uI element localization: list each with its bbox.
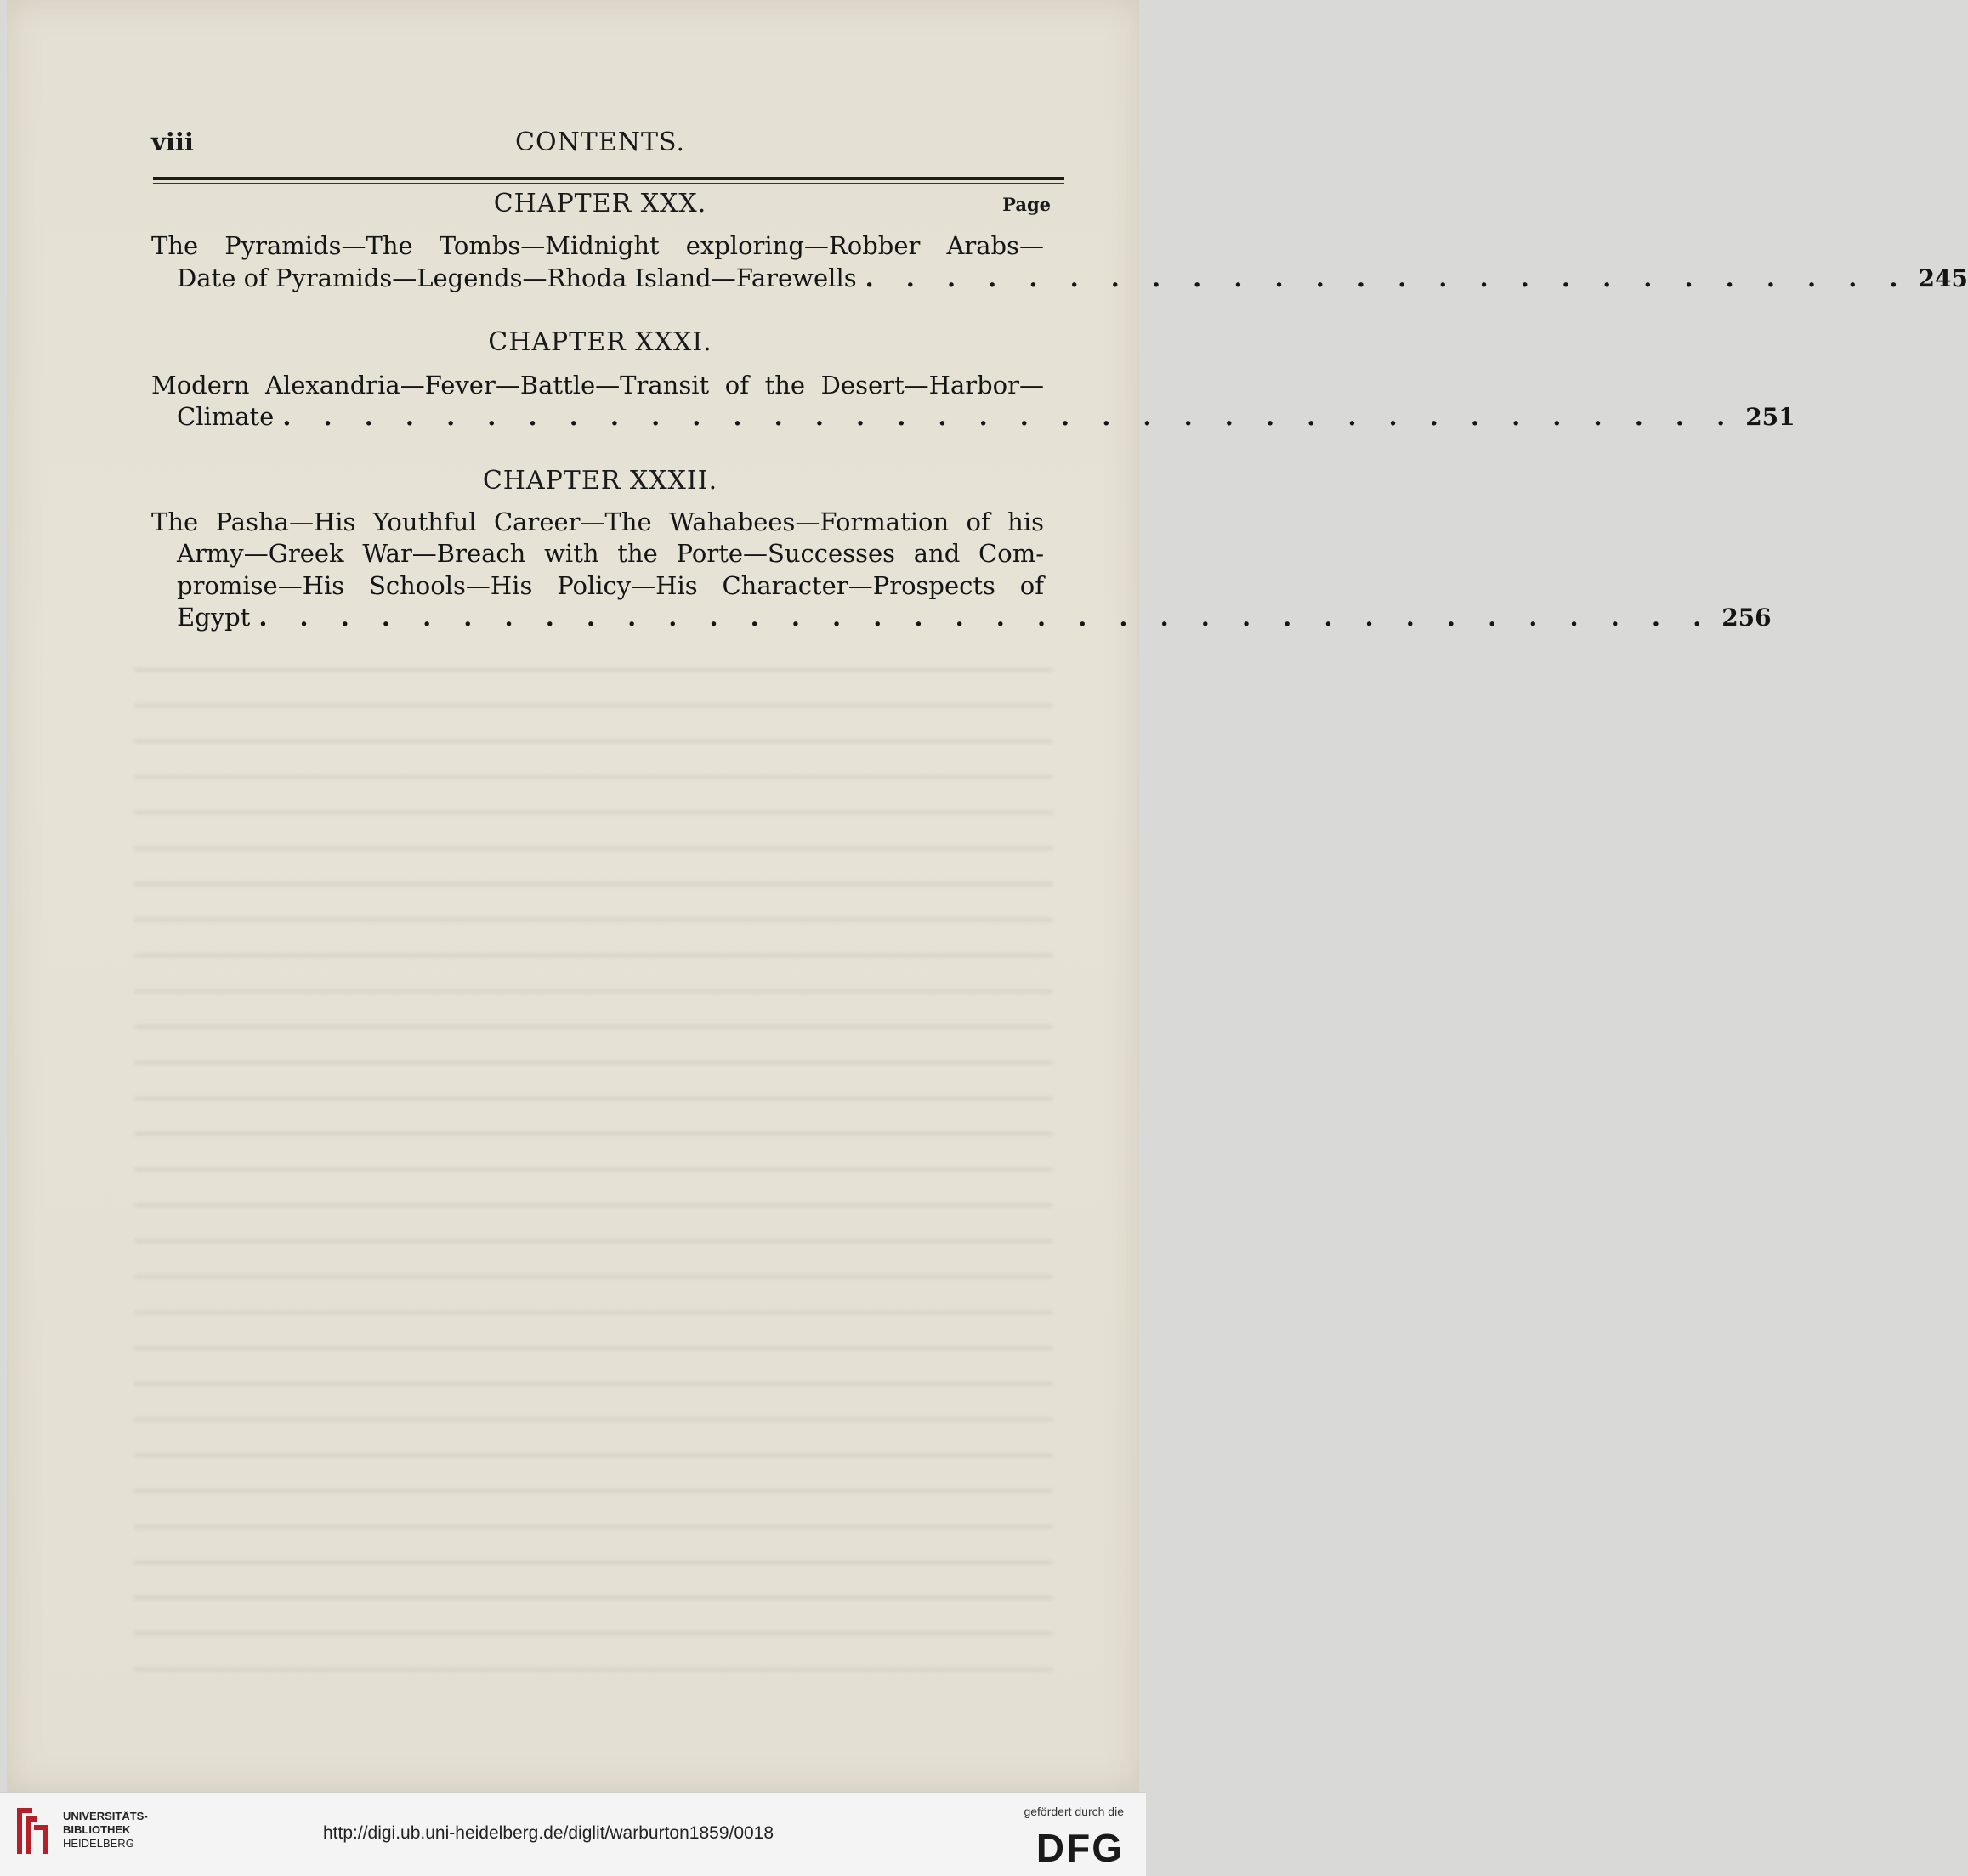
dot-leader: . . . . . . . . . . . . . . . . . . . . . . . . . . bbox=[865, 264, 1910, 292]
library-name: UNIVERSITÄTS- BIBLIOTHEK HEIDELBERG bbox=[63, 1810, 148, 1850]
page-column-label: Page bbox=[1002, 194, 1051, 215]
header-rule bbox=[153, 177, 1064, 180]
chapter-page-number: 245 bbox=[1918, 264, 1968, 292]
dot-leader: . . . . . . . . . . . . . . . . . . . . . . . . . . . . . . . . . . . . bbox=[282, 402, 1738, 431]
chapter-summary-last-line bbox=[177, 264, 1968, 292]
chapter-summary-line: The Pasha—His Youthful Career—The Wahabees—Formation of his bbox=[151, 507, 1044, 536]
chapter-summary-last-line bbox=[177, 603, 1772, 632]
chapter-heading: CHAPTER XXXI. bbox=[488, 327, 712, 357]
chapter-summary-last-line bbox=[177, 402, 1795, 431]
dot-leader: . . . . . . . . . . . . . . . . . . . . . . . . . . . . . . . . . . . . bbox=[258, 603, 1714, 632]
chapter-page-number: 251 bbox=[1745, 403, 1795, 431]
chapter-page-number: 256 bbox=[1721, 604, 1772, 632]
digitization-footer bbox=[0, 1792, 1146, 1876]
page-number: viii bbox=[151, 128, 194, 156]
chapter-summary-line: Army—Greek War—Breach with the Porte—Successes and Com- bbox=[177, 539, 1044, 568]
chapter-heading: CHAPTER XXXII. bbox=[482, 466, 718, 496]
chapter-summary-line: The Pyramids—The Tombs—Midnight exploring—Robber Arabs— bbox=[151, 231, 1044, 260]
permalink[interactable]: http://digi.ub.uni-heidelberg.de/diglit/warburton1859/0018 bbox=[323, 1823, 774, 1843]
page-header bbox=[151, 128, 1049, 165]
show-through-text bbox=[134, 646, 1052, 1700]
dfg-logo: DFG bbox=[1035, 1826, 1124, 1870]
funding-credit: gefördert durch die bbox=[1024, 1805, 1124, 1818]
chapter-summary-line: Modern Alexandria—Fever—Battle—Transit of the Desert—Harbor— bbox=[151, 371, 1044, 400]
chapter-summary-text: Climate bbox=[177, 402, 275, 431]
chapter-summary-text: Date of Pyramids—Legends—Rhoda Island—Farewells bbox=[177, 264, 857, 292]
library-logo-icon bbox=[12, 1805, 53, 1859]
chapter-heading: CHAPTER XXX. bbox=[493, 189, 707, 218]
chapter-summary-line: promise—His Schools—His Policy—His Character—Prospects of bbox=[177, 571, 1044, 600]
running-title: CONTENTS. bbox=[515, 128, 685, 157]
header-rule-thin bbox=[153, 183, 1064, 184]
chapter-summary-text: Egypt bbox=[177, 603, 251, 632]
